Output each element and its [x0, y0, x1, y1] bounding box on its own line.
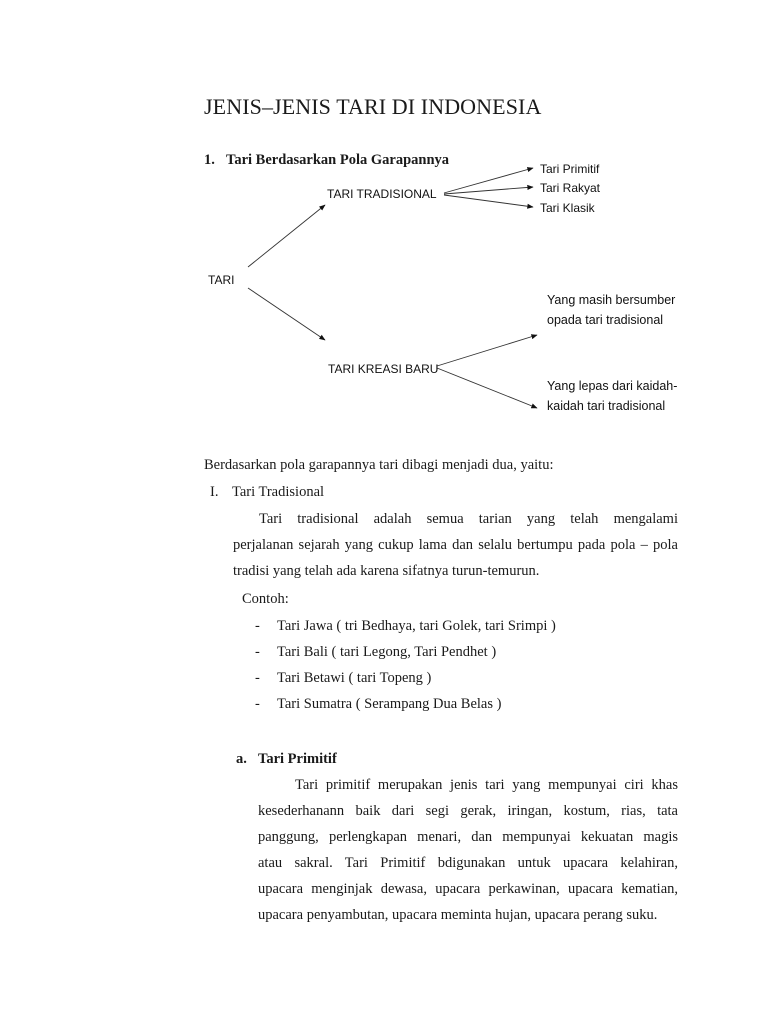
- primitif-para-line-4: atau sakral. Tari Primitif bdigunakan untuk upacara kelahiran,: [258, 855, 678, 871]
- diagram-leaf-rakyat: Tari Rakyat: [540, 181, 601, 195]
- example-text: Tari Sumatra ( Serampang Dua Belas ): [277, 696, 502, 712]
- arrow-tari-to-kreasi-baru: [248, 288, 325, 340]
- diagram-node-kreasi-baru: TARI KREASI BARU: [328, 362, 439, 376]
- tradisional-para-line-1: Tari tradisional adalah semua tarian yang telah mengalami: [259, 511, 678, 527]
- subsection-numeral: I.: [210, 484, 219, 500]
- diagram-leaf-line: Yang lepas dari kaidah-: [547, 379, 678, 393]
- bullet-dash: -: [255, 644, 260, 660]
- diagram-leaf-bersumber: [547, 290, 675, 330]
- diagram-leaf-line: kaidah tari tradisional: [547, 399, 666, 413]
- bullet-dash: -: [255, 618, 260, 634]
- example-item: [255, 639, 496, 665]
- primitif-para-line-1: Tari primitif merupakan jenis tari yang mempunyai ciri khas: [295, 777, 678, 793]
- example-text: Tari Betawi ( tari Topeng ): [277, 670, 432, 686]
- section-heading-text: Tari Berdasarkan Pola Garapannya: [226, 152, 450, 168]
- section-number: 1.: [204, 152, 215, 168]
- tradisional-para-line-2: perjalanan sejarah yang cukup lama dan selalu bertumpu pada pola – pola: [233, 537, 678, 553]
- primitif-para-line-5: upacara menginjak dewasa, upacara perkawinan, upacara kematian,: [258, 881, 678, 897]
- diagram-leaf-line: Yang masih bersumber: [547, 293, 676, 307]
- example-item: [255, 665, 431, 691]
- subsection-letter: a.: [236, 751, 247, 767]
- arrow-tradisional-to-klasik: [444, 195, 533, 207]
- diagram-leaf-klasik: Tari Klasik: [540, 201, 595, 215]
- example-text: Tari Bali ( tari Legong, Tari Pendhet ): [277, 644, 497, 660]
- example-item: [255, 691, 501, 717]
- arrow-tradisional-to-rakyat: [444, 187, 533, 194]
- diagram-node-tradisional: TARI TRADISIONAL: [327, 187, 437, 201]
- contoh-label: Contoh:: [242, 591, 289, 607]
- arrow-kreasi-to-lepas: [437, 368, 537, 408]
- bullet-dash: -: [255, 696, 260, 712]
- subsection-tradisional: [210, 479, 324, 505]
- arrow-kreasi-to-bersumber: [437, 335, 537, 366]
- diagram-node-root: TARI: [208, 273, 235, 287]
- primitif-para-line-3: panggung, perlengkapan menari, dan mempunyai kekuatan magis: [258, 829, 678, 845]
- diagram-leaf-lepas: [547, 376, 677, 416]
- subsection-heading: Tari Primitif: [258, 751, 337, 767]
- intro-text: Berdasarkan pola garapannya tari dibagi menjadi dua, yaitu:: [204, 457, 554, 473]
- example-text: Tari Jawa ( tri Bedhaya, tari Golek, tari Srimpi ): [277, 618, 556, 634]
- page-title: JENIS–JENIS TARI DI INDONESIA: [204, 94, 542, 119]
- subsection-primitif: [236, 746, 337, 772]
- arrow-tari-to-tradisional: [248, 205, 325, 267]
- tradisional-para-line-3: tradisi yang telah ada karena sifatnya turun-temurun.: [233, 563, 540, 579]
- example-item: [255, 613, 556, 639]
- primitif-para-line-6: upacara penyambutan, upacara meminta hujan, upacara perang suku.: [258, 907, 658, 923]
- diagram-leaf-primitif: Tari Primitif: [540, 162, 600, 176]
- diagram-leaf-line: opada tari tradisional: [547, 313, 664, 327]
- bullet-dash: -: [255, 670, 260, 686]
- arrow-tradisional-to-primitif: [444, 168, 533, 193]
- primitif-para-line-2: kesederhanann baik dari segi gerak, iringan, kostum, rias, tata: [258, 803, 678, 819]
- subsection-heading: Tari Tradisional: [232, 484, 325, 500]
